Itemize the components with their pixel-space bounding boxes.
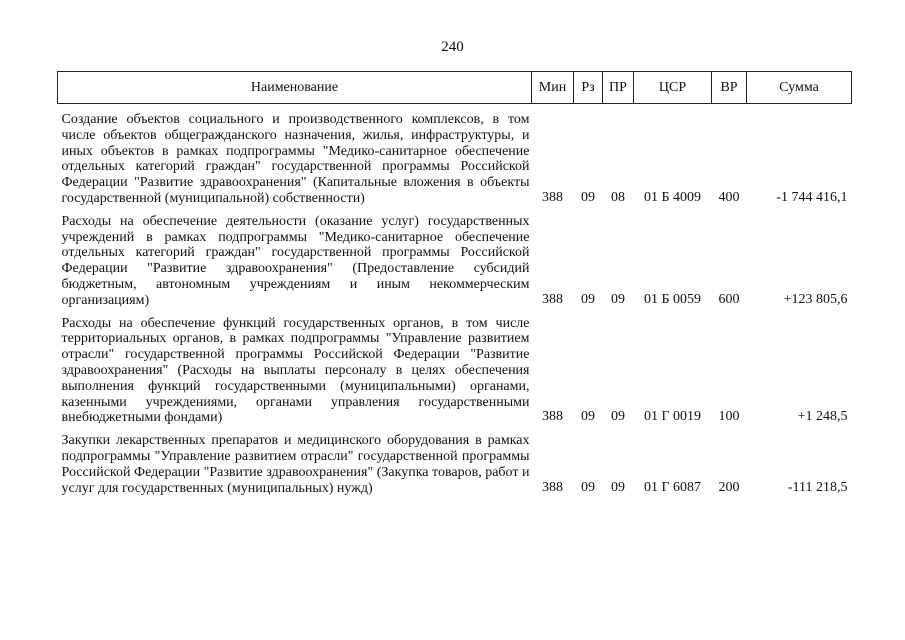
row-rz: 09 xyxy=(581,189,595,205)
budget-table xyxy=(57,71,852,496)
page-number: 240 xyxy=(441,39,464,55)
header-sum: Сумма xyxy=(747,72,852,104)
row-min: 388 xyxy=(542,479,563,495)
row-sum: +123 805,6 xyxy=(783,291,848,307)
row-sum: -111 218,5 xyxy=(787,479,848,495)
row-sum: +1 248,5 xyxy=(797,409,848,425)
row-min: 388 xyxy=(542,189,563,205)
table-row xyxy=(58,426,852,496)
row-min: 388 xyxy=(542,291,563,307)
header-min: Мин xyxy=(532,72,574,104)
row-rz: 09 xyxy=(581,409,595,425)
row-min: 388 xyxy=(542,409,563,425)
row-vr: 400 xyxy=(718,189,740,205)
row-name: Создание объектов социального и производственного комплексов, в том числе объектов общегражданского назначения, жилья, инфраструктуры, и иных объектов в рамках подпрограммы "Медико-санитарное обеспечение отдельных категорий граждан" государственной программы Российской Федерации "Развитие здравоохранения" (Капитальные вложения в объекты государственной (муниципальной) собственности) xyxy=(61,112,530,206)
row-name: Закупки лекарственных препаратов и медицинского оборудования в рамках подпрограммы "Управление развитием отрасли" государственной программы Российской Федерации "Развитие здравоохранения" (Закупка товаров, работ и услуг для государственных (муниципальных) нужд) xyxy=(61,433,530,496)
header-csr: ЦСР xyxy=(634,72,712,104)
row-vr: 600 xyxy=(718,291,740,307)
header-rz: Рз xyxy=(574,72,603,104)
row-rz: 09 xyxy=(581,291,595,307)
row-pr: 09 xyxy=(611,291,625,307)
row-csr: 01 Б 4009 xyxy=(643,189,702,205)
row-csr: 01 Г 6087 xyxy=(643,479,702,495)
row-csr: 01 Б 0059 xyxy=(643,291,702,307)
header-name: Наименование xyxy=(58,72,532,104)
row-name: Расходы на обеспечение деятельности (оказание услуг) государственных учреждений в рамках подпрограммы "Медико-санитарное обеспечение отдельных категорий граждан" государственной программы Российской Федерации "Развитие здравоохранения" (Предоставление субсидий бюджетным, автономным учреждениям и иным некоммерческим организациям) xyxy=(61,213,530,308)
table-row xyxy=(58,309,852,427)
table-header-row xyxy=(58,72,852,104)
row-name: Расходы на обеспечение функций государственных органов, в том числе территориальных органов, в рамках подпрограммы "Управление развитием отрасли" государственной программы Российской Федерации "Развитие здравоохранения" (Расходы на выплаты персоналу в целях обеспечения выполнения функций государственными (муниципальными) органами, казенными учреждениями, органами управления государственными внебюджетными фондами) xyxy=(61,315,530,426)
table-row xyxy=(58,207,852,309)
header-vr: ВР xyxy=(712,72,747,104)
row-vr: 100 xyxy=(718,409,740,425)
header-pr: ПР xyxy=(603,72,634,104)
row-pr: 09 xyxy=(611,479,625,495)
table-row xyxy=(58,104,852,207)
row-csr: 01 Г 0019 xyxy=(643,409,702,425)
row-vr: 200 xyxy=(718,479,740,495)
row-rz: 09 xyxy=(581,479,595,495)
row-sum: -1 744 416,1 xyxy=(776,189,848,205)
row-pr: 08 xyxy=(611,189,625,205)
row-pr: 09 xyxy=(611,409,625,425)
